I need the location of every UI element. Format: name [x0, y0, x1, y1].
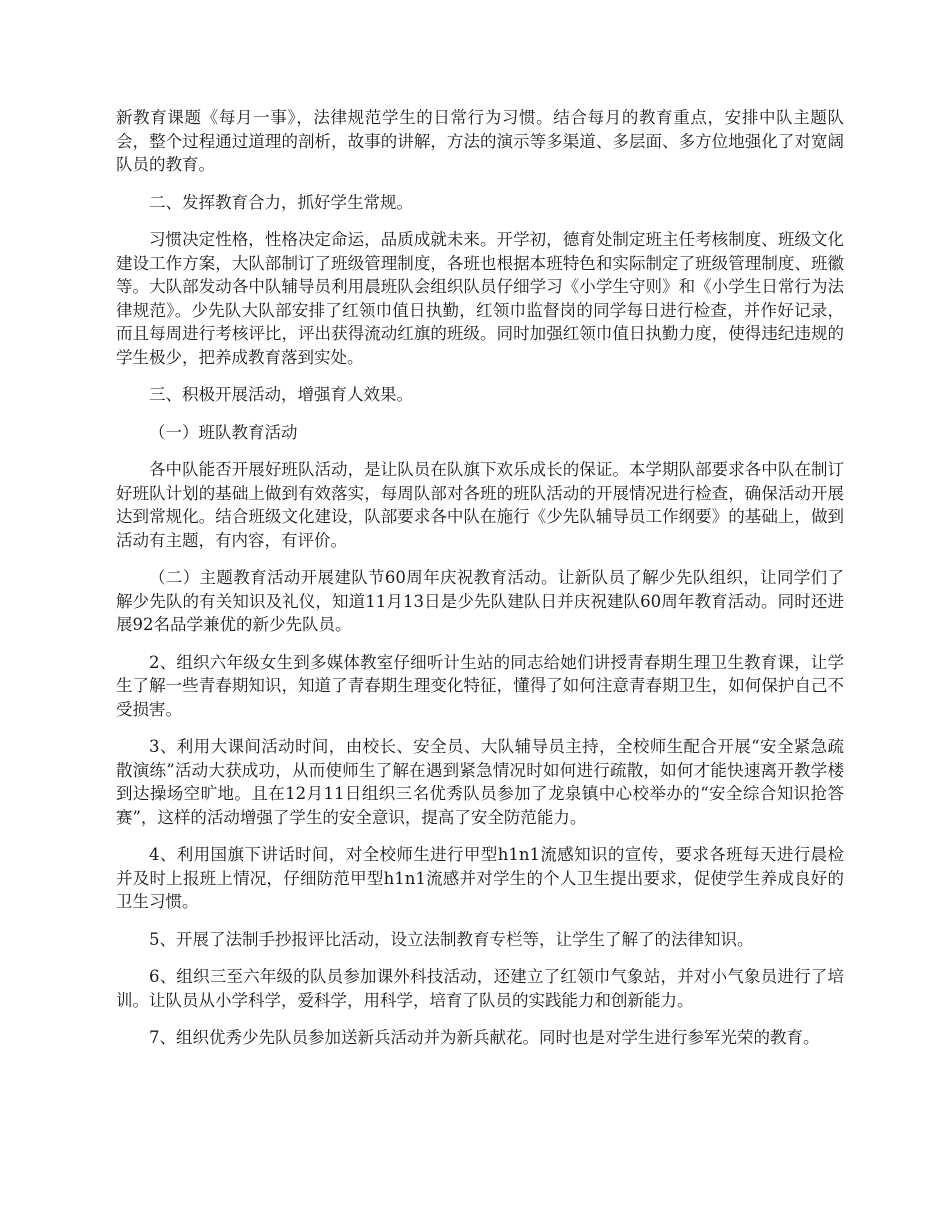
- document-body: [116, 106, 844, 1064]
- list-item-5: 5、开展了法制手抄报评比活动，设立法制教育专栏等，让学生了解了的法律知识。: [149, 929, 754, 949]
- list-item-2: 2、组织六年级女生到多媒体教室仔细听计生站的同志给她们讲授青春期生理卫生教育课，让学生了解一些青春期知识，知道了青春期生理变化特征，懂得了如何注意青春期卫生，如何保护自己不受损害。: [116, 652, 844, 719]
- list-item-3: 3、利用大课间活动时间，由校长、安全员、大队辅导员主持，全校师生配合开展“安全紧急疏散演练”活动大获成功，从而使师生了解在遇到紧急情况时如何进行疏散，如何才能快速离开教学楼到达操场空旷地。且在12月11日组织三名优秀队员参加了龙泉镇中心校举办的“安全综合知识抢答赛”，这样的活动增强了学生的安全意识，提高了安全防范能力。: [116, 737, 844, 827]
- paragraph-class-activities: 各中队能否开展好班队活动，是让队员在队旗下欢乐成长的保证。本学期队部要求各中队在制订好班队计划的基础上做到有效落实，每周队部对各班的班队活动的开展情况进行检查，确保活动开展达到常规化。结合班级文化建设，队部要求各中队在施行《少先队辅导员工作纲要》的基础上，做到活动有主题，有内容，有评价。: [116, 460, 844, 550]
- list-item-6: 6、组织三至六年级的队员参加课外科技活动，还建立了红领巾气象站，并对小气象员进行了培训。让队员从小学科学，爱科学，用科学，培育了队员的实践能力和创新能力。: [116, 967, 844, 1010]
- section-heading-3: 三、积极开展活动，增强育人效果。: [149, 385, 413, 404]
- paragraph-intro-continued: 新教育课题《每月一事》，法律规范学生的日常行为习惯。结合每月的教育重点，安排中队主题队会，整个过程通过道理的剖析，故事的讲解，方法的演示等多渠道、多层面、多方位地强化了对宽阔队员的教育。: [116, 108, 844, 174]
- list-item-7: 7、组织优秀少先队员参加送新兵活动并为新兵献花。同时也是对学生进行参军光荣的教育。: [149, 1028, 820, 1047]
- paragraph-theme-activities: （二）主题教育活动开展建队节60周年庆祝教育活动。让新队员了解少先队组织，让同学们了解少先队的有关知识及礼仪，知道11月13日是少先队建队日并庆祝建队60周年教育活动。同时还进展92名品学兼优的新少先队员。: [116, 568, 844, 634]
- list-item-4: 4、利用国旗下讲话时间，对全校师生进行甲型h1n1流感知识的宣传，要求各班每天进行晨检并及时上报班上情况，仔细防范甲型h1n1流感并对学生的个人卫生提出要求，促使学生养成良好的卫生习惯。: [116, 845, 844, 911]
- paragraph-habits: 习惯决定性格，性格决定命运，品质成就未来。开学初，德育处制定班主任考核制度、班级文化建设工作方案，大队部制订了班级管理制度，各班也根据本班特色和实际制定了班级管理制度、班徽等。大队部发动各中队辅导员利用晨班队会组织队员仔细学习《小学生守则》和《小学生日常行为法律规范》。少先队大队部安排了红领巾值日执勤，红领巾监督岗的同学每日进行检查，并作好记录，而且每周进行考核评比，评出获得流动红旗的班级。同时加强红领巾值日执勤力度，使得违纪违规的学生极少，把养成教育落到实处。: [116, 230, 844, 367]
- subsection-heading-1: （一）班队教育活动: [149, 422, 298, 442]
- section-heading-2: 二、发挥教育合力，抓好学生常规。: [149, 192, 413, 212]
